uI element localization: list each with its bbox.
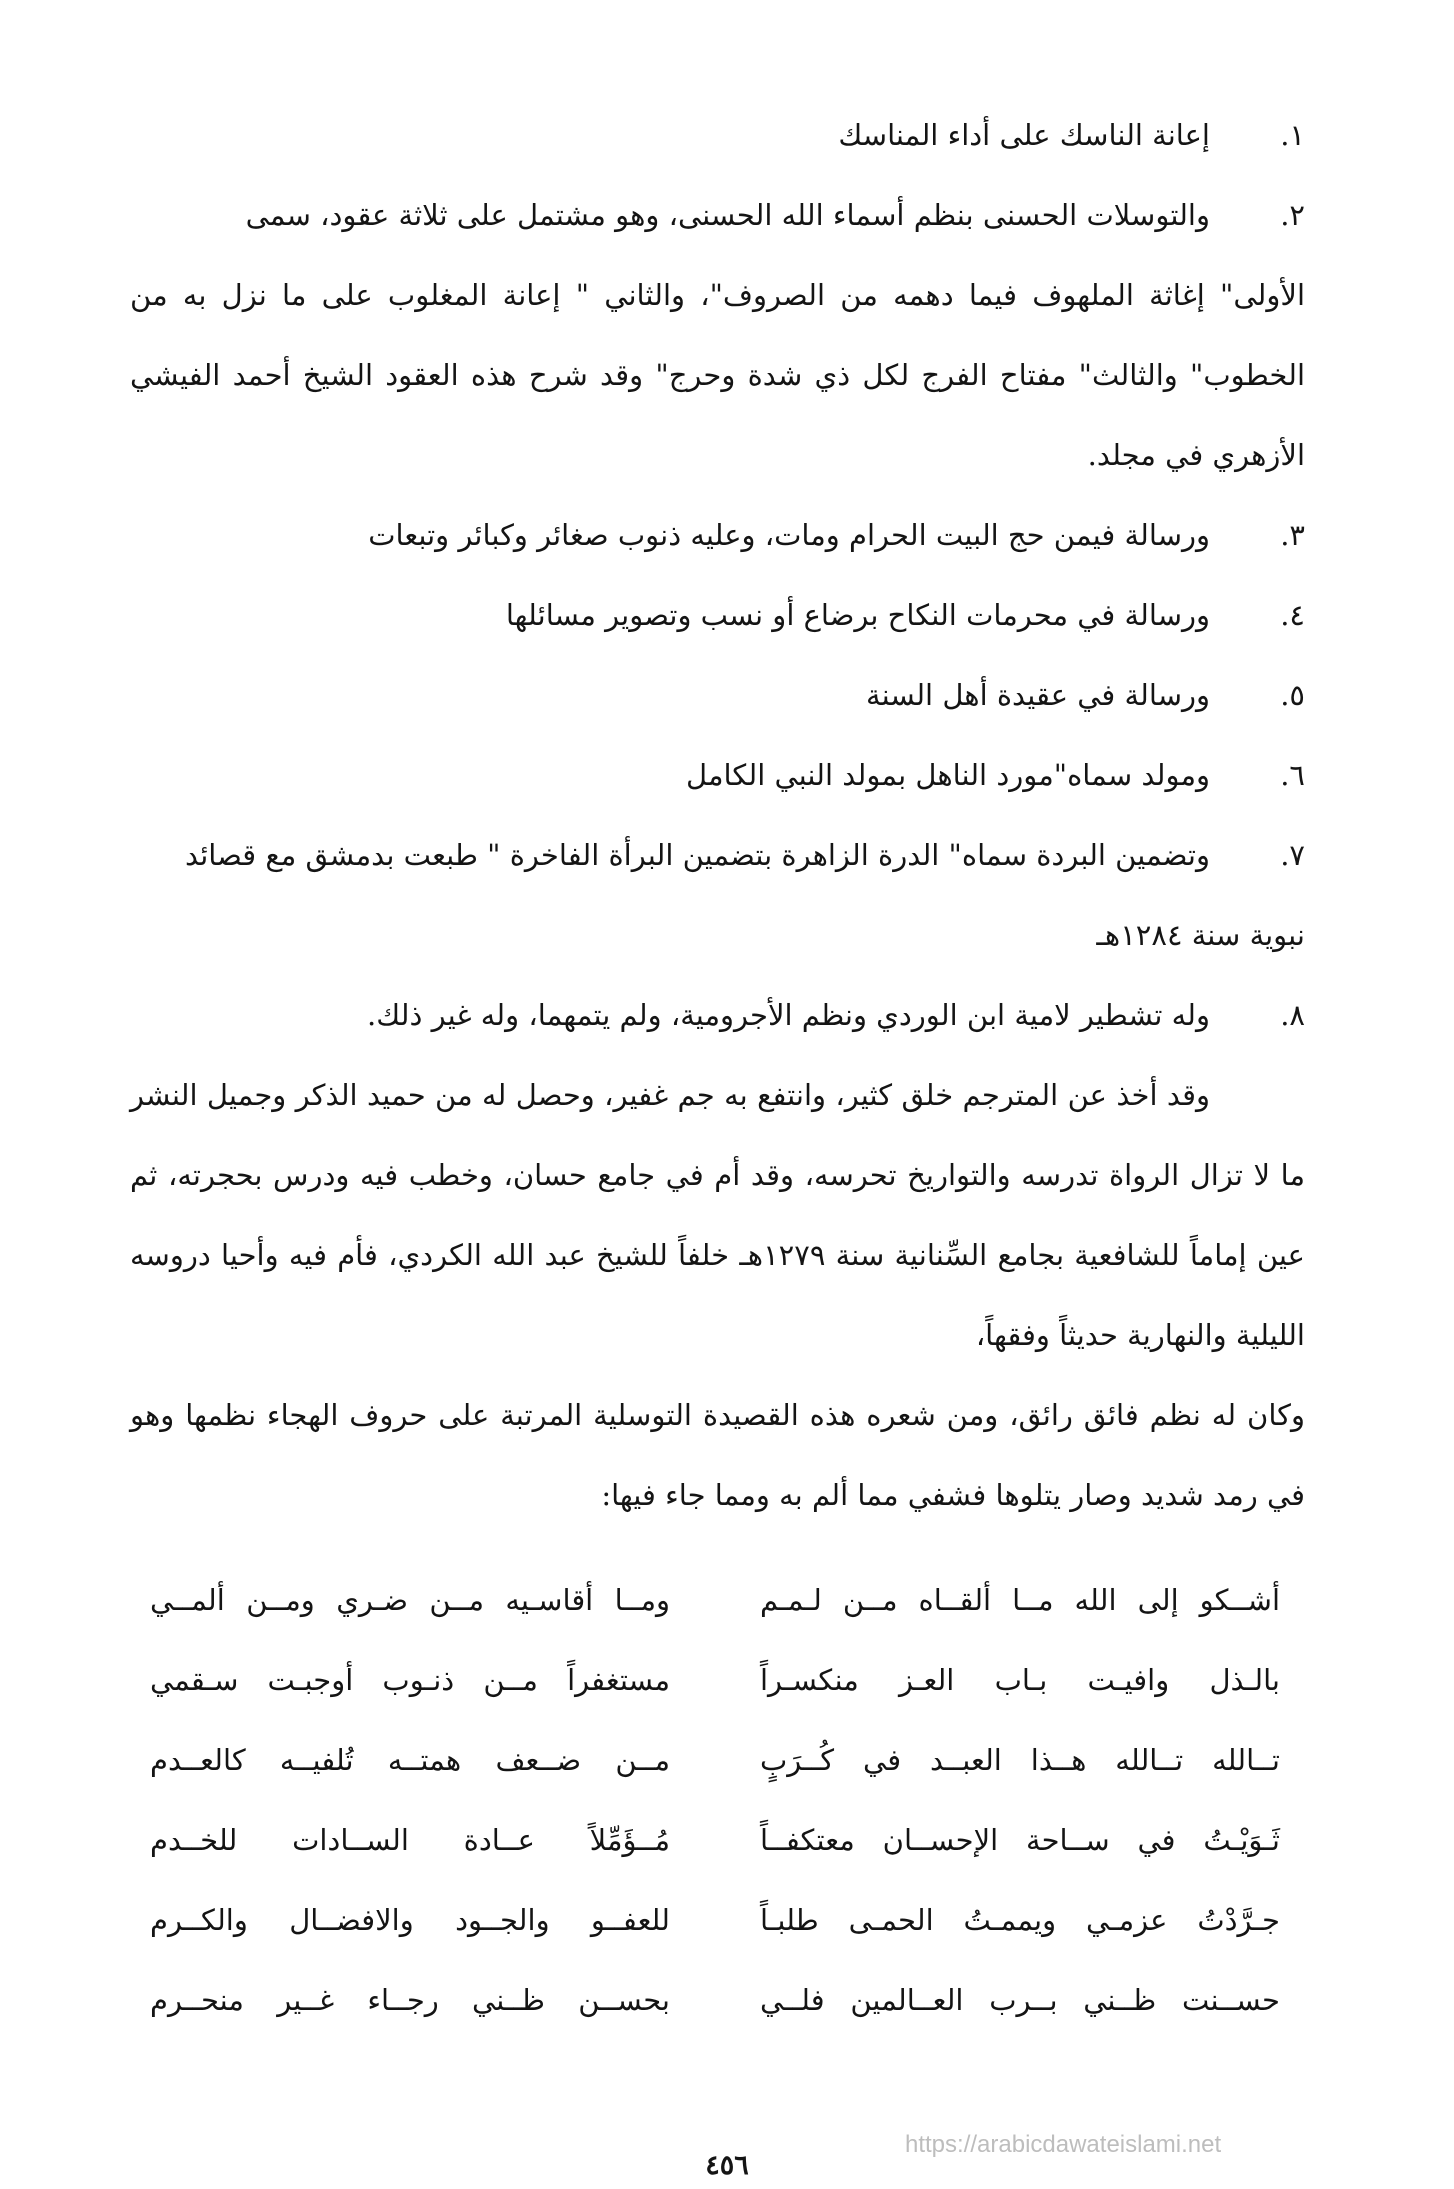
poem-first-hemistich: جـرَّدْتُ عزمـي ويممـتُ الحمـى طلبـاً bbox=[760, 1903, 1280, 1937]
poem-second-hemistich: مــن ضــعف همتــه تُلفيــه كالعــدم bbox=[150, 1743, 670, 1777]
poem-first-hemistich: بالـذل وافيـت بـاب العـز منكسـراً bbox=[760, 1663, 1280, 1697]
list-continuation: نبوية سنة ١٢٨٤هـ bbox=[1096, 918, 1305, 952]
main-text bbox=[130, 95, 1305, 1535]
list-text: ورسالة في محرمات النكاح برضاع أو نسب وتصوير مسائلها bbox=[505, 598, 1210, 632]
poem-first-hemistich: ثَـوَيْـتُ في ســاحة الإحســان معتكفــاً bbox=[760, 1823, 1280, 1857]
list-number: ٤. bbox=[1280, 598, 1305, 632]
list-item bbox=[130, 975, 1305, 1055]
poem-second-hemistich: مستغفراً مــن ذنـوب أوجبـت سـقمي bbox=[150, 1663, 670, 1697]
list-item bbox=[130, 95, 1305, 175]
poem bbox=[150, 1560, 1280, 2040]
list-item bbox=[130, 655, 1305, 735]
poem-second-hemistich: بحســن ظــني رجــاء غــير منحــرم bbox=[150, 1983, 670, 2017]
poem-verse bbox=[150, 1960, 1280, 2040]
paragraph-biography: وقد أخذ عن المترجم خلق كثير، وانتفع به جم غفير، وحصل له من حميد الذكر وجميل النشر ما لا تزال الرواة تدرسه والتواريخ تحرسه، وقد أم في جامع حسان، وخطب فيه ودرس بحجرته، ثم عين إماماً للشافعية بجامع السِّنانية سنة ١٢٧٩هـ خلفاً للشيخ عبد الله الكردي، فأم فيه وأحيا دروسه الليلية والنهارية حديثاً وفقهاً، bbox=[130, 1078, 1305, 1352]
list-number: ٦. bbox=[1280, 758, 1305, 792]
paragraph-poetry-intro: وكان له نظم فائق رائق، ومن شعره هذه القصيدة التوسلية المرتبة على حروف الهجاء نظمها وهو في رمد شديد وصار يتلوها فشفي مما ألم به ومما جاء فيها: bbox=[130, 1398, 1305, 1512]
list-text: إعانة الناسك على أداء المناسك bbox=[838, 118, 1210, 152]
list-item bbox=[130, 735, 1305, 815]
list-item bbox=[130, 575, 1305, 655]
list-text: ورسالة في عقيدة أهل السنة bbox=[866, 678, 1210, 712]
poem-verse bbox=[150, 1560, 1280, 1640]
poem-first-hemistich: حســنت ظــني بــرب العــالمين فلــي bbox=[760, 1983, 1280, 2017]
poem-verse bbox=[150, 1640, 1280, 1720]
poem-verse bbox=[150, 1800, 1280, 1880]
list-number: ٢. bbox=[1280, 198, 1305, 232]
poem-verse bbox=[150, 1720, 1280, 1800]
list-item bbox=[130, 815, 1305, 895]
list-item bbox=[130, 175, 1305, 255]
poem-second-hemistich: مُــؤَمِّلاً عــادة الســادات للخــدم bbox=[150, 1823, 670, 1857]
list-number: ١. bbox=[1280, 118, 1305, 152]
list-text: وله تشطير لامية ابن الوردي ونظم الأجرومية، ولم يتمهما، وله غير ذلك. bbox=[367, 998, 1210, 1032]
list-text: وتضمين البردة سماه" الدرة الزاهرة بتضمين البرأة الفاخرة " طبعت بدمشق مع قصائد bbox=[185, 838, 1210, 872]
list-number: ٥. bbox=[1280, 678, 1305, 712]
list-text: ومولد سماه"مورد الناهل بمولد النبي الكامل bbox=[686, 758, 1210, 792]
list-number: ٣. bbox=[1280, 518, 1305, 552]
poem-second-hemistich: ومــا أقاسـيه مــن ضـري ومــن ألمــي bbox=[150, 1583, 670, 1617]
site-watermark: https://arabicdawateislami.net bbox=[905, 2131, 1222, 2158]
list-number: ٧. bbox=[1280, 838, 1305, 872]
list-text: ورسالة فيمن حج البيت الحرام ومات، وعليه ذنوب صغائر وكبائر وتبعات bbox=[368, 518, 1210, 552]
poem-first-hemistich: أشــكو إلى الله مــا ألقــاه مــن لـمـم bbox=[760, 1583, 1280, 1617]
poem-verse bbox=[150, 1880, 1280, 1960]
list-continuation: الأولى" إغاثة الملهوف فيما دهمه من الصروف"، والثاني " إعانة المغلوب على ما نزل به من الخطوب" والثالث" مفتاح الفرج لكل ذي شدة وحرج" وقد شرح هذه العقود الشيخ أحمد الفيشي الأزهري في مجلد. bbox=[130, 278, 1305, 472]
list-text: والتوسلات الحسنى بنظم أسماء الله الحسنى، وهو مشتمل على ثلاثة عقود، سمى bbox=[245, 198, 1210, 232]
poem-second-hemistich: للعفــو والجــود والافضــال والكــرم bbox=[150, 1903, 670, 1937]
list-item bbox=[130, 495, 1305, 575]
poem-first-hemistich: تــالله تــالله هــذا العبــد في كُــرَبٍ bbox=[760, 1743, 1280, 1777]
list-number: ٨. bbox=[1280, 998, 1305, 1032]
page-number: ٤٥٦ bbox=[705, 2150, 749, 2181]
